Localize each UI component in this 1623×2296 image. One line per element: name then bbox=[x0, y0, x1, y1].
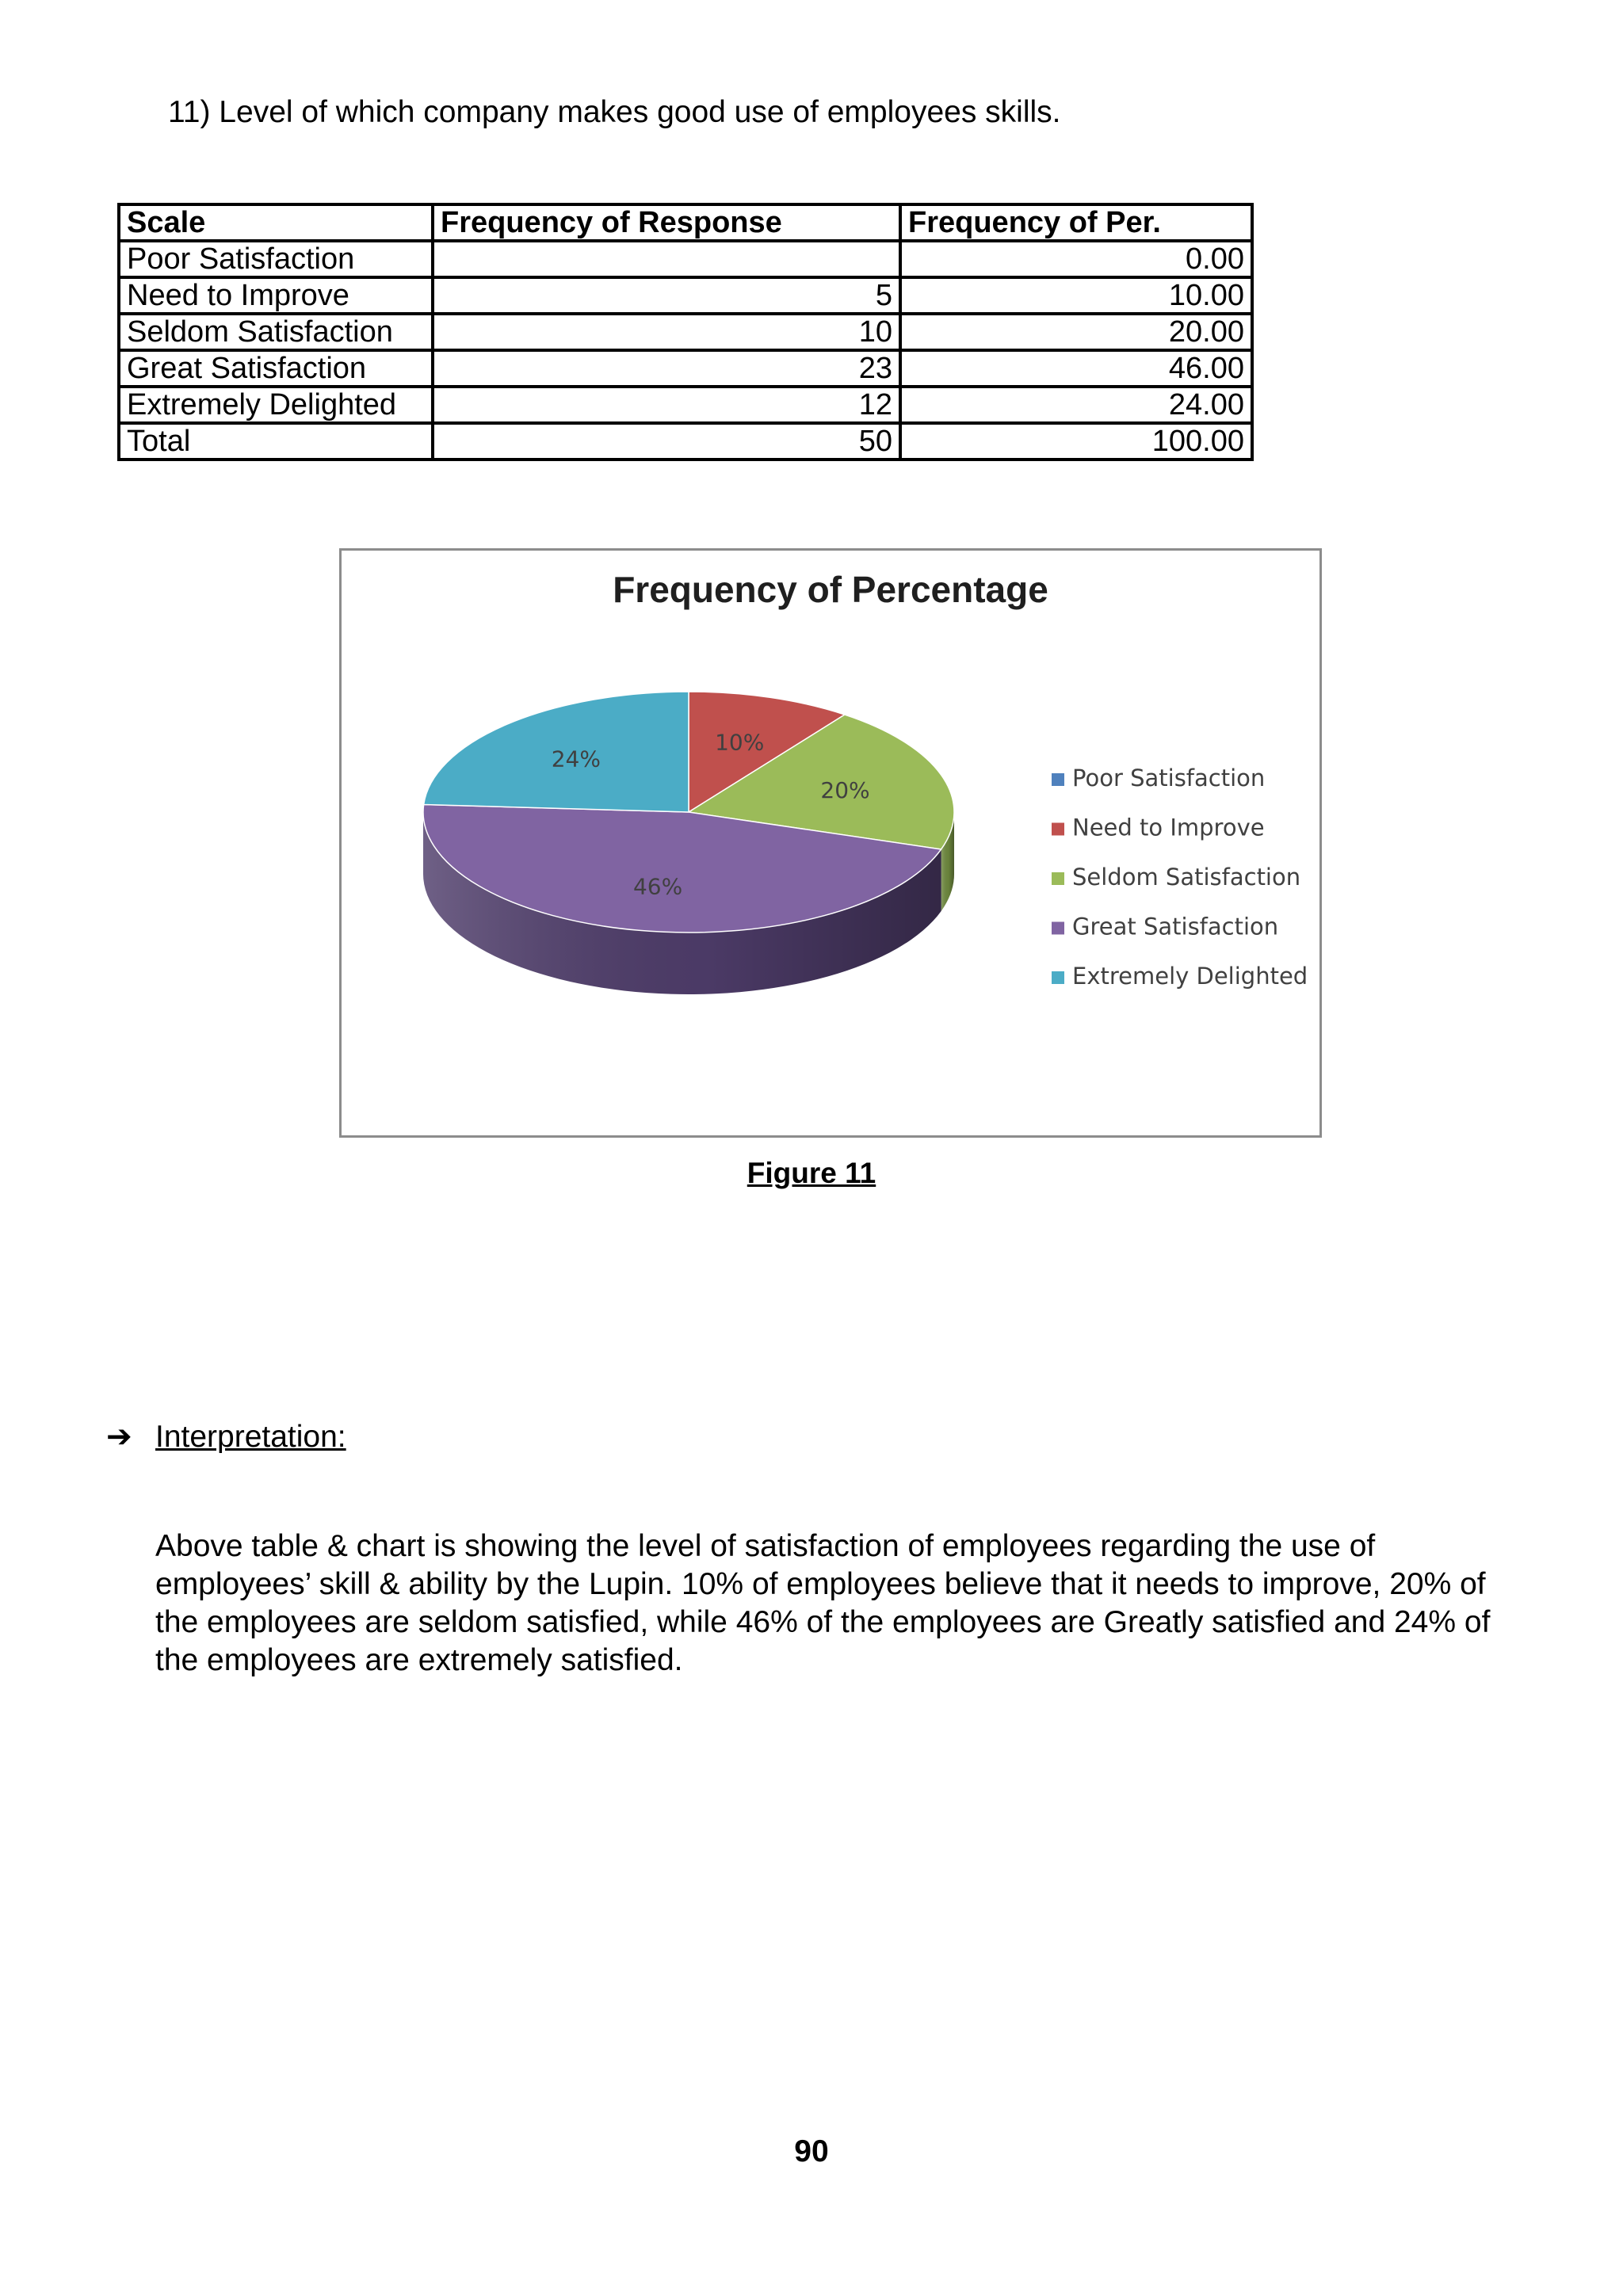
chart-title: Frequency of Percentage bbox=[613, 569, 1048, 610]
table-header-row bbox=[119, 204, 1252, 241]
cell-response: 23 bbox=[433, 350, 900, 387]
interpretation-paragraph: Above table & chart is showing the level of satisfaction of employees regarding the use of employees’ skill & ability by the Lupin. 10% of employees believe that it needs to improve, 20% of the employees are seldom satisfied, while 46% of the employees are Greatly satisfied and 24% of the employees are extremely satisfied. bbox=[155, 1529, 1491, 1677]
cell-response: 12 bbox=[433, 387, 900, 423]
legend-label: Great Satisfaction bbox=[1072, 913, 1279, 940]
pie-chart bbox=[342, 551, 1319, 1135]
interpretation-heading bbox=[106, 1418, 346, 1456]
cell-percent: 20.00 bbox=[900, 314, 1252, 350]
interpretation-label: Interpretation: bbox=[155, 1420, 346, 1454]
cell-response: 5 bbox=[433, 277, 900, 314]
pie-data-label: 10% bbox=[715, 729, 765, 756]
legend-swatch bbox=[1052, 872, 1064, 885]
cell-percent: 100.00 bbox=[900, 423, 1252, 460]
arrow-icon: ➔ bbox=[106, 1420, 132, 1454]
cell-percent: 0.00 bbox=[900, 241, 1252, 277]
legend-label: Poor Satisfaction bbox=[1072, 765, 1266, 791]
cell-percent: 46.00 bbox=[900, 350, 1252, 387]
legend-label: Need to Improve bbox=[1072, 814, 1265, 841]
cell-scale: Poor Satisfaction bbox=[119, 241, 433, 277]
table-row bbox=[119, 314, 1252, 350]
header-frequency-of-response: Frequency of Response bbox=[433, 204, 900, 241]
cell-response bbox=[433, 241, 900, 277]
pie-data-label: 46% bbox=[632, 873, 683, 900]
cell-scale: Extremely Delighted bbox=[119, 387, 433, 423]
table-row bbox=[119, 387, 1252, 423]
legend-label: Seldom Satisfaction bbox=[1072, 864, 1301, 891]
page-number: 90 bbox=[794, 2134, 829, 2168]
table-row bbox=[119, 241, 1252, 277]
legend-swatch bbox=[1052, 823, 1064, 836]
cell-response: 10 bbox=[433, 314, 900, 350]
cell-scale: Need to Improve bbox=[119, 277, 433, 314]
legend-swatch bbox=[1052, 922, 1064, 935]
pie-data-label: 20% bbox=[820, 776, 870, 803]
cell-percent: 24.00 bbox=[900, 387, 1252, 423]
legend-label: Extremely Delighted bbox=[1072, 963, 1308, 990]
table-row bbox=[119, 350, 1252, 387]
header-scale: Scale bbox=[119, 204, 433, 241]
chart-legend bbox=[1052, 765, 1308, 990]
header-frequency-of-per: Frequency of Per. bbox=[900, 204, 1252, 241]
cell-scale: Seldom Satisfaction bbox=[119, 314, 433, 350]
table-row-total bbox=[119, 423, 1252, 460]
cell-response: 50 bbox=[433, 423, 900, 460]
cell-scale: Great Satisfaction bbox=[119, 350, 433, 387]
pie-data-label: 24% bbox=[551, 746, 601, 772]
legend-swatch bbox=[1052, 773, 1064, 786]
pie-slices bbox=[423, 692, 954, 933]
cell-scale: Total bbox=[119, 423, 433, 460]
legend-swatch bbox=[1052, 971, 1064, 984]
table-row bbox=[119, 277, 1252, 314]
frequency-table bbox=[117, 203, 1254, 461]
cell-percent: 10.00 bbox=[900, 277, 1252, 314]
pie-chart-frame bbox=[339, 548, 1322, 1138]
question-heading: 11) Level of which company makes good use of employees skills. bbox=[168, 95, 1061, 129]
figure-caption: Figure 11 bbox=[747, 1157, 876, 1189]
